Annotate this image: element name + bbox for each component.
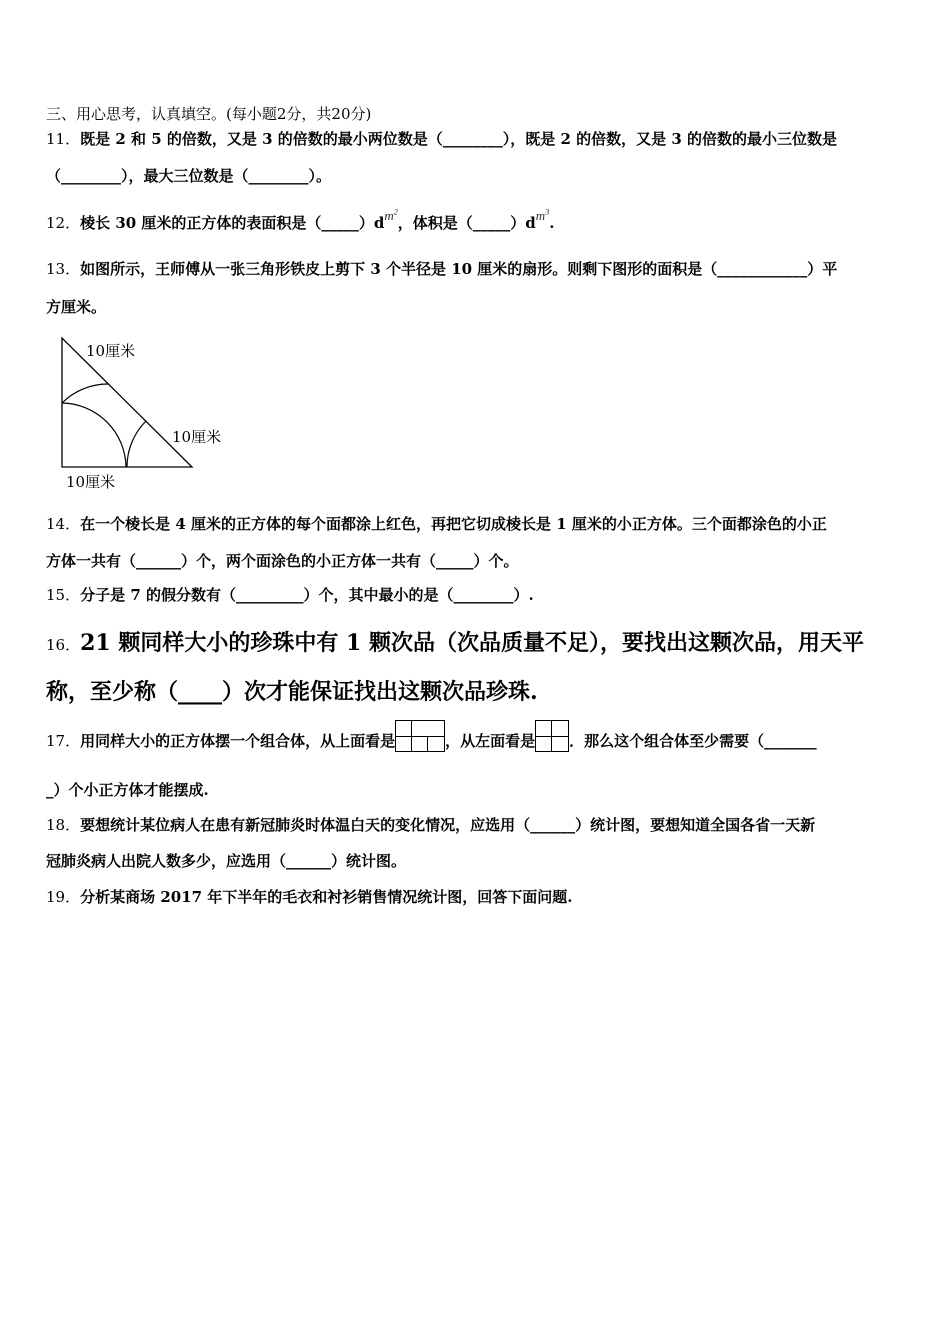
question-text: 在一个棱长是 4 厘米的正方体的每个面都涂上红色，再把它切成棱长是 1 厘米的小正方体。三个面都涂色的小正 — [80, 515, 827, 533]
question-number: 16． — [46, 636, 81, 654]
question-number: 15． — [46, 586, 81, 604]
question-number: 13． — [46, 260, 81, 278]
question-text-3: ．那么这个组合体至少需要（_______ — [569, 732, 817, 750]
question-18-line-1 — [46, 814, 815, 835]
question-13-line-1 — [46, 258, 837, 279]
question-11-line-2: （________），最大三位数是（________）。 — [46, 167, 332, 185]
question-17-line-2: _）个小正方体才能摆成. — [46, 781, 209, 799]
question-text: 如图所示，王师傅从一张三角形铁皮上剪下 3 个半径是 10 厘米的扇形。则剩下图形的面积是（____________）平 — [80, 260, 838, 278]
unit-cubic-meter: $m^3$ — [535, 207, 550, 223]
question-12 — [46, 207, 555, 233]
left-view-grid-icon — [535, 720, 569, 752]
question-text-2: ，体积是（_____）d — [397, 214, 536, 232]
question-18-line-2: 冠肺炎病人出院人数多少，应选用（______）统计图。 — [46, 852, 407, 870]
question-11-line-1 — [46, 128, 837, 149]
question-text: 21 颗同样大小的珍珠中有 1 颗次品（次品质量不足），要找出这颗次品，用天平 — [80, 630, 864, 656]
figure-label-bottom: 10厘米 — [66, 473, 116, 491]
question-text-2: ，从左面看是 — [445, 732, 536, 750]
question-16-line-2: 称，至少称（____）次才能保证找出这颗次品珍珠. — [46, 679, 538, 705]
question-text-3: . — [549, 214, 555, 232]
question-text: 要想统计某位病人在患有新冠肺炎时体温白天的变化情况，应选用（______）统计图，要想知道全国各省一天新 — [80, 816, 816, 834]
figure-label-top: 10厘米 — [86, 342, 136, 360]
question-number: 17． — [46, 732, 81, 750]
question-text: 分子是 7 的假分数有（_________）个，其中最小的是（________）. — [80, 586, 534, 604]
question-15 — [46, 584, 534, 605]
question-text: 棱长 30 厘米的正方体的表面积是（_____）d — [80, 214, 385, 232]
question-number: 14． — [46, 515, 81, 533]
question-number: 19． — [46, 888, 81, 906]
unit-square-meter: $m^2$ — [384, 207, 398, 223]
left-sector-arc — [62, 403, 126, 467]
question-number: 18． — [46, 816, 81, 834]
question-text: 分析某商场 2017 年下半年的毛衣和衬衫销售情况统计图，回答下面问题. — [80, 888, 573, 906]
question-14-line-2: 方体一共有（______）个，两个面涂色的小正方体一共有（_____）个。 — [46, 552, 519, 570]
figure-label-hypotenuse: 10厘米 — [172, 428, 222, 446]
triangle-sector-figure — [50, 332, 240, 497]
question-17-line-1 — [46, 726, 817, 758]
question-16-line-1 — [46, 626, 864, 657]
question-14-line-1 — [46, 513, 827, 534]
top-view-grid-icon — [395, 720, 445, 752]
right-sector-arc — [127, 421, 146, 467]
question-number: 11． — [46, 130, 81, 148]
question-19 — [46, 886, 573, 907]
question-text: 用同样大小的正方体摆一个组合体，从上面看是 — [80, 732, 396, 750]
question-13-line-2: 方厘米。 — [46, 298, 107, 316]
question-number: 12． — [46, 214, 81, 232]
section-title: 三、用心思考，认真填空。(每小题2分，共20分) — [46, 105, 372, 123]
question-text: 既是 2 和 5 的倍数，又是 3 的倍数的最小两位数是（________），既是 2 的倍数，又是 3 的倍数的最小三位数是 — [80, 130, 838, 148]
top-sector-arc — [62, 384, 108, 403]
